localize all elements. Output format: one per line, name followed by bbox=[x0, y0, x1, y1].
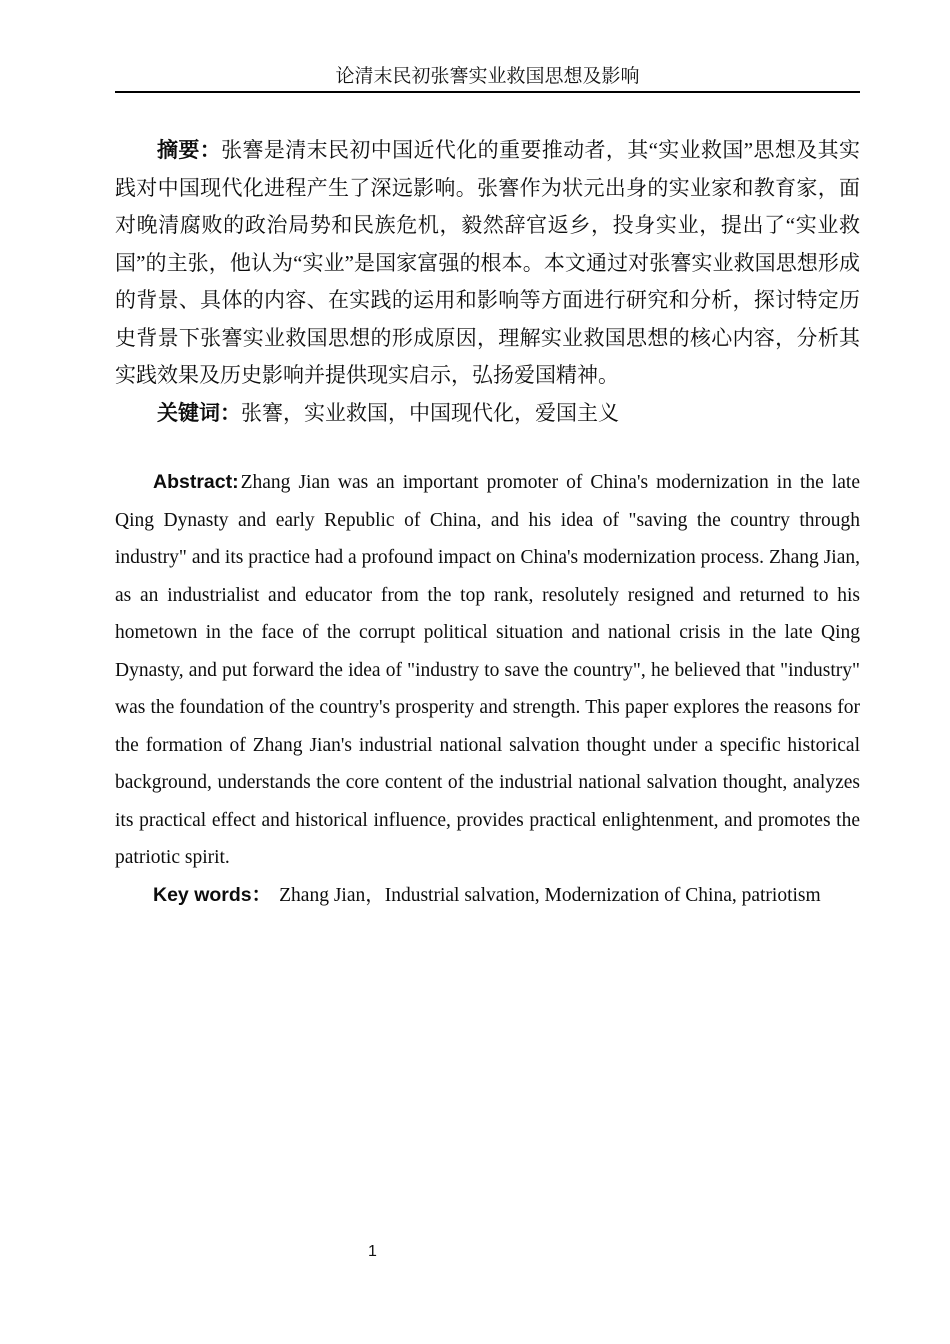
abstract-cn-text: 张謇是清末民初中国近代化的重要推动者，其“实业救国”思想及其实践对中国现代化进程产生了深远影响。张謇作为状元出身的实业家和教育家，面对晚清腐败的政治局势和民族危机，毅然辞官返乡，投身实业，提出了“实业救国”的主张，他认为“实业”是国家富强的根本。本文通过对张謇实业救国思想形成的背景、具体的内容、在实践的运用和影响等方面进行研究和分析，探讨特定历史背景下张謇实业救国思想的形成原因，理解实业救国思想的核心内容，分析其实践效果及历史影响并提供现实启示，弘扬爱国精神。 bbox=[115, 138, 860, 387]
keywords-cn-text: 张謇，实业救国，中国现代化，爱国主义 bbox=[241, 400, 619, 425]
running-head-title: 论清末民初张謇实业救国思想及影响 bbox=[335, 66, 640, 87]
keywords-en-line bbox=[115, 877, 860, 915]
running-head bbox=[115, 64, 860, 93]
keywords-cn-label: 关键词： bbox=[157, 401, 241, 425]
abstract-en-text: Zhang Jian was an important promoter of China's modernization in the late Qing Dynasty and early Republic of China, and his idea of "saving the country through industry" and its practice had a profound impact on China's modernization process. Zhang Jian, as an industrialist and educator from the top rank, resolutely resigned and returned to his hometown in the face of the corrupt political situation and national crisis in the late Qing Dynasty, and put forward the idea of "industry to save the country", he believed that "industry" was the foundation of the country's prosperity and strength. This paper explores the reasons for the formation of Zhang Jian's industrial national salvation thought under a specific historical background, understands the core content of the industrial national salvation thought, analyzes its practical effect and historical influence, provides practical enlightenment, and promotes the patriotic spirit. bbox=[115, 472, 860, 868]
abstract-en-label: Abstract: bbox=[153, 471, 239, 493]
abstract-cn-paragraph bbox=[115, 132, 860, 395]
page-content bbox=[115, 132, 860, 914]
abstract-en-paragraph bbox=[115, 464, 860, 877]
abstract-cn-label: 摘要： bbox=[157, 139, 222, 162]
page-number: 1 bbox=[368, 1243, 377, 1260]
keywords-cn-line bbox=[115, 395, 860, 433]
keywords-en-label: Key words： bbox=[153, 883, 272, 906]
keywords-en-text: Zhang Jian，Industrial salvation, Modernization of China, patriotism bbox=[279, 884, 821, 906]
